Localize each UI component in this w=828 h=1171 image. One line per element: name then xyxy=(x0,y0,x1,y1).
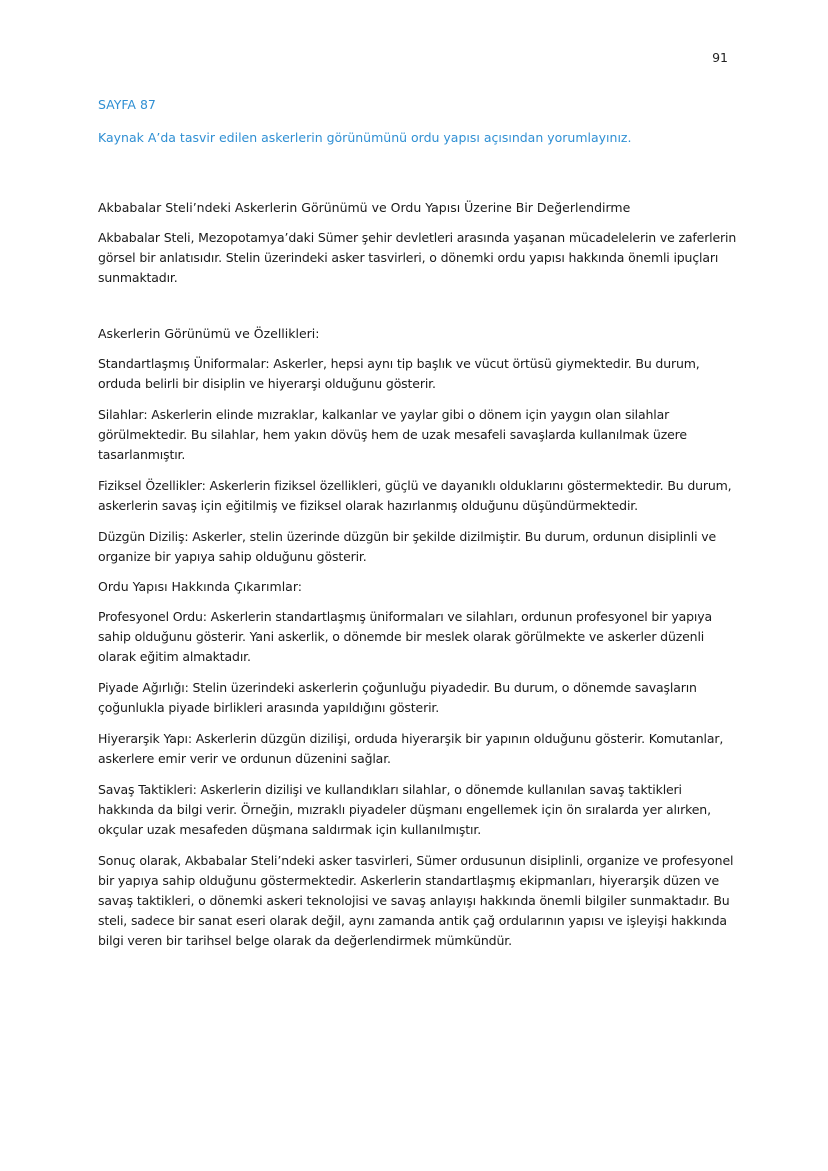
page-number: 91 xyxy=(712,50,728,65)
inference-item: Piyade Ağırlığı: Stelin üzerindeki askerlerin çoğunluğu piyadedir. Bu durum, o dönemde savaşların çoğunlukla piyade birlikleri arasında yapıldığını gösterir. xyxy=(98,680,697,715)
appearance-item: Standartlaşmış Üniformalar: Askerler, hepsi aynı tip başlık ve vücut örtüsü giymektedir. Bu durum, orduda belirli bir disiplin ve hiyerarşi olduğunu gösterir. xyxy=(98,356,700,391)
inference-item: Hiyerarşik Yapı: Askerlerin düzgün dizilişi, orduda hiyerarşik bir yapının olduğunu gösterir. Komutanlar, askerlere emir verir ve ordunun düzenini sağlar. xyxy=(98,731,724,766)
document-title: Akbabalar Steli’ndeki Askerlerin Görünümü ve Ordu Yapısı Üzerine Bir Değerlendirme xyxy=(98,200,631,215)
document-body xyxy=(98,96,738,962)
appearance-item: Silahlar: Askerlerin elinde mızraklar, kalkanlar ve yaylar gibi o dönem için yaygın olan silahlar görülmektedir. Bu silahlar, hem yakın dövüş hem de uzak mesafeli savaşlarda kullanılmak üzere tasarlanmıştır. xyxy=(98,407,687,462)
inference-item: Savaş Taktikleri: Askerlerin dizilişi ve kullandıkları silahlar, o dönemde kullanılan savaş taktikleri hakkında da bilgi verir. Örneğin, mızraklı piyadeler düşmanı engellemek için ön sıralarda yer alırken, okçular uzak mesafeden düşmana saldırmak için kullanılmıştır. xyxy=(98,782,711,837)
inferences-list xyxy=(98,607,738,840)
intro-paragraph: Akbabalar Steli, Mezopotamya’daki Sümer şehir devletleri arasında yaşanan mücadelelerin ve zaferlerin görsel bir anlatısıdır. Stelin üzerindeki asker tasvirleri, o dönemki ordu yapısı hakkında önemli ipuçları sunmaktadır. xyxy=(98,230,737,285)
conclusion-paragraph: Sonuç olarak, Akbabalar Steli’ndeki asker tasvirleri, Sümer ordusunun disiplinli, organize ve profesyonel bir yapıya sahip olduğunu göstermektedir. Askerlerin standartlaşmış ekipmanları, hiyerarşik düzen ve savaş taktikleri, o dönemki askeri teknolojisi ve savaş anlayışı hakkında önemli bilgiler sunmaktadır. Bu steli, sadece bir sanat eseri olarak değil, aynı zamanda antik çağ ordularının yapısı ve işleyişi hakkında bilgi veren bir tarihsel belge olarak da değerlendirmek mümkündür. xyxy=(98,853,734,948)
inference-item: Profesyonel Ordu: Askerlerin standartlaşmış üniformaları ve silahları, ordunun profesyonel bir yapıya sahip olduğunu gösterir. Yani askerlik, o dönemde bir meslek olarak görülmekte ve askerler düzenli olarak eğitim almaktadır. xyxy=(98,609,712,664)
appearance-item: Fiziksel Özellikler: Askerlerin fiziksel özellikleri, güçlü ve dayanıklı olduklarını göstermektedir. Bu durum, askerlerin savaş için eğitilmiş ve fiziksel olarak hazırlanmış olduğunu düşündürmektedir. xyxy=(98,478,732,513)
appearance-heading: Askerlerin Görünümü ve Özellikleri: xyxy=(98,326,320,341)
question-prompt: Kaynak A’da tasvir edilen askerlerin görünümünü ordu yapısı açısından yorumlayınız. xyxy=(98,130,632,145)
inferences-heading: Ordu Yapısı Hakkında Çıkarımlar: xyxy=(98,579,302,594)
section-label: SAYFA 87 xyxy=(98,97,156,112)
appearance-list xyxy=(98,354,738,567)
appearance-item: Düzgün Diziliş: Askerler, stelin üzerinde düzgün bir şekilde dizilmiştir. Bu durum, ordunun disiplinli ve organize bir yapıya sahip olduğunu gösterir. xyxy=(98,529,717,564)
